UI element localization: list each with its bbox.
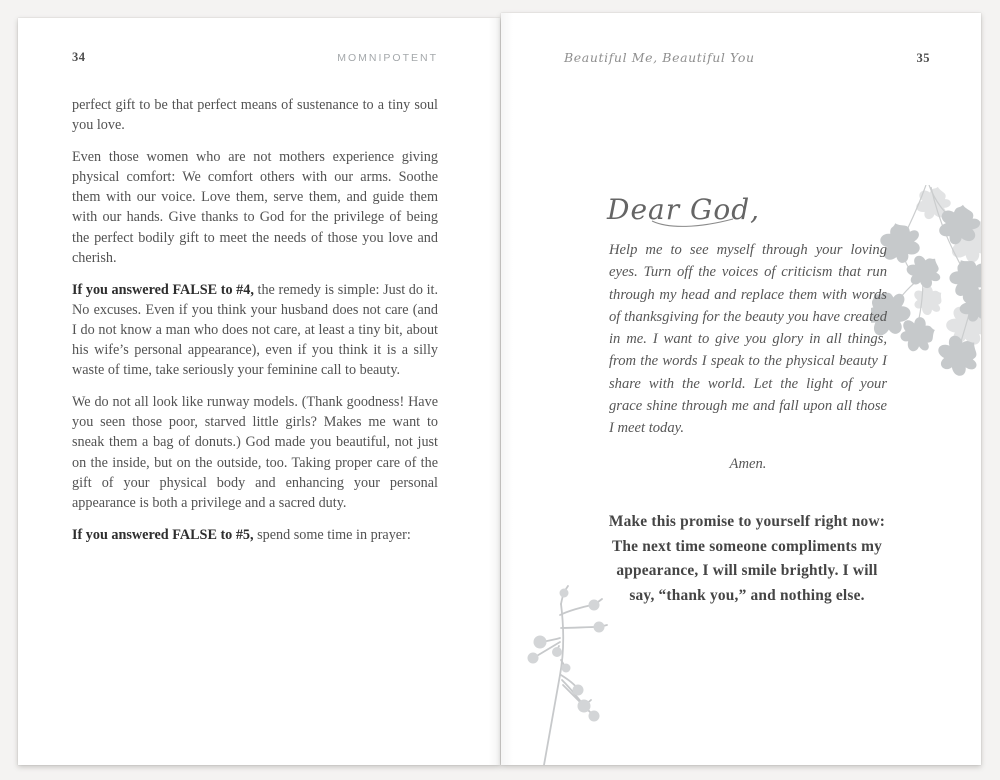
right-page — [501, 13, 981, 765]
prayer-text: Help me to see myself through your loving eyes. Turn off the voices of criticism that run through my head and replace them with words of thanksgiving for the beauty you have created in me. I want to give you glory in all things, from the words I speak to the physical beauty I share with the world. Let the light of your grace shine through me and fall upon all those I meet today. — [609, 242, 887, 437]
left-page — [18, 18, 500, 765]
paragraph — [72, 95, 438, 135]
prayer-salutation-text: Dear God, — [607, 193, 761, 226]
paragraph-text: perfect gift to be that perfect means of sustenance to a tiny soul you love. — [72, 97, 438, 134]
page-number-left: 34 — [72, 50, 86, 64]
paragraph — [72, 280, 438, 380]
paragraph-text: the remedy is simple: Just do it. No excuses. Even if you think your husband does not care (and I do not know a man who does not care, at least a tiny bit, about his wife’s personal appearance), even if you think it is a silly waste of time, take seriously your feminine call to beauty. — [72, 281, 439, 379]
promise-line: appearance, I will smile brightly. I will — [616, 562, 878, 580]
chapter-title-running-head: Beautiful Me, Beautiful You — [564, 50, 755, 65]
paragraph — [72, 525, 438, 545]
book-title-running-head: MOMNIPOTENT — [337, 52, 438, 64]
paragraph-text: We do not all look like runway models. (Thank goodness! Have you seen those poor, starved little girls? Makes me want to sneak them a bag of donuts.) God made you beautiful, not just on the inside, but on the outside, too. Taking proper care of the gift of your physical body and enhancing your personal appearance is both a privilege and a sacred duty. — [72, 394, 438, 511]
prayer-salutation — [607, 193, 760, 226]
left-text-column — [72, 50, 438, 557]
paragraph-text: Even those women who are not mothers experience giving physical comfort: We comfort others with our arms. Soothe them with our voice. Love them, serve them, and guide them with our hands. Give thanks to God for the privilege of being the perfect bodily gift to meet the needs of those you love and cherish. — [72, 149, 438, 266]
paragraph — [72, 147, 438, 268]
flourish-swash — [651, 217, 735, 231]
prayer-block — [609, 239, 887, 475]
bold-lead: If you answered FALSE to #4, — [72, 281, 254, 298]
paragraph-text: spend some time in prayer: — [253, 526, 411, 543]
right-running-header — [564, 50, 930, 66]
promise-line: say, “thank you,” and nothing else. — [629, 586, 865, 604]
promise-line: The next time someone compliments my — [611, 537, 883, 555]
promise-line: Make this promise to yourself right now: — [608, 513, 886, 530]
left-running-header — [72, 50, 438, 65]
prayer-amen: Amen. — [729, 455, 767, 472]
promise-block — [564, 510, 930, 608]
paragraph — [72, 392, 438, 513]
page-number-right: 35 — [916, 51, 930, 65]
bold-lead: If you answered FALSE to #5, — [72, 526, 254, 543]
leaf-branch-decoration-icon — [871, 185, 981, 380]
right-text-column — [564, 50, 930, 96]
